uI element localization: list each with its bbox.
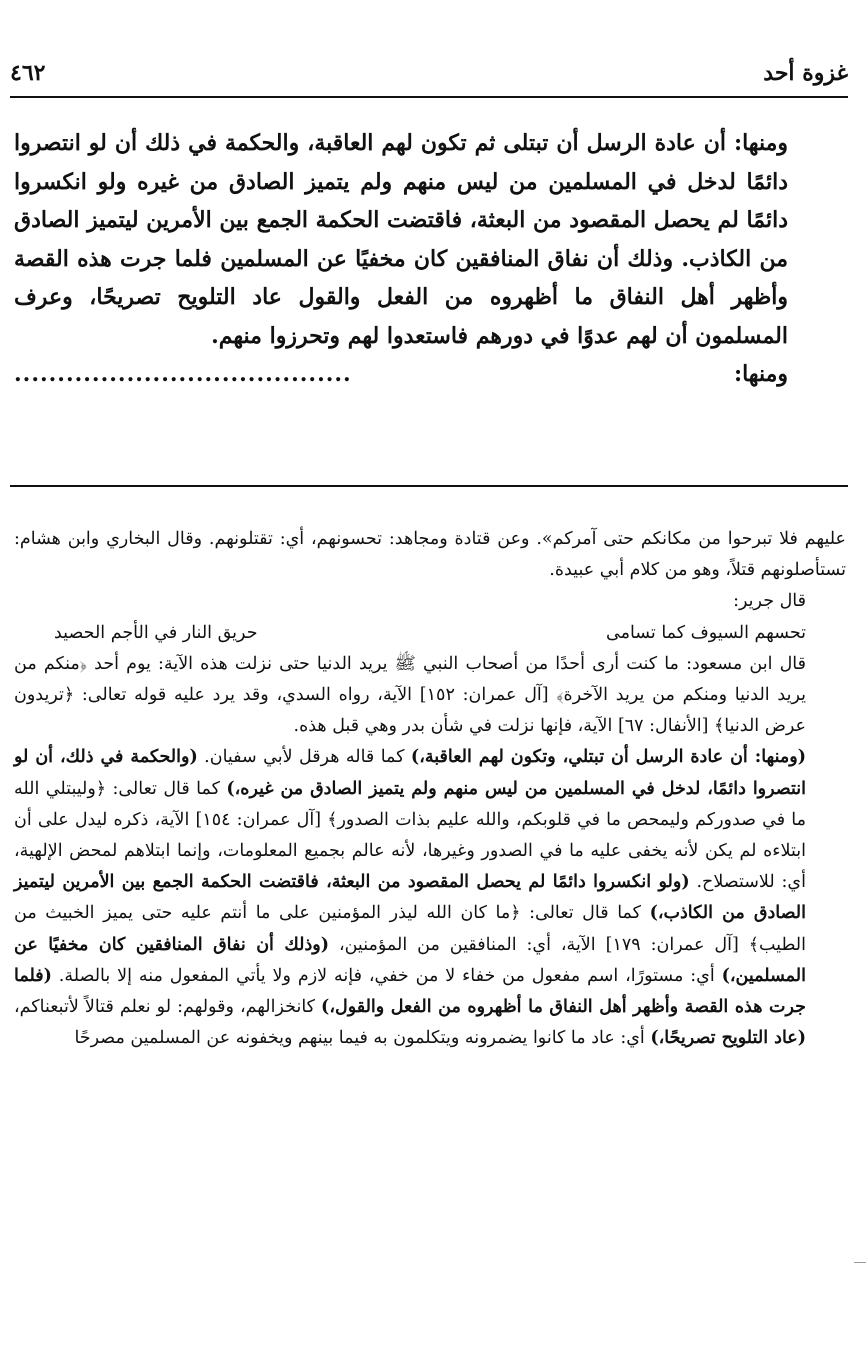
verse-first-hemistich: تحسهم السيوف كما تسامى — [605, 622, 806, 643]
margin-mark — [854, 1262, 866, 1263]
chapter-title: غزوة أحد — [763, 60, 848, 86]
main-paragraph: ومنها: أن عادة الرسل أن تبتلى ثم تكون لهم العاقبة، والحكمة في ذلك أن لو انتصروا دائمًا لدخل في المسلمين من ليس منهم ولم يتميز الصادق من غيره ولو انكسروا دائمًا لم يحصل المقصود من البعثة، فاقتضت الحكمة الجمع بين الأمرين ليتميز الصادق من الكاذب. وذلك أن نفاق المنافقين كان مخفيًا عن المسلمين فلما جرت هذه القصة وأظهر أهل النفاق ما أظهروه من الفعل والقول عاد التلويح تصريحًا، وعرف المسلمون أن لهم عدوًا في دورهم فاستعدوا لهم وتحرزوا منهم. — [14, 130, 788, 349]
commentary — [14, 524, 846, 1054]
quoted-matn-segment: (عاد التلويح تصريحًا،) — [650, 1028, 806, 1049]
commentary-segment: أي: عاد ما كانوا يضمرونه ويتكلمون به فيما بينهم ويخفونه عن المسلمين مصرحًا — [74, 1028, 651, 1049]
commentary-segment: أي: مستورًا، اسم مفعول من خفاء لا من خفي، فإنه لازم ولا يأتي المفعول منه إلا بالصلة. — [51, 965, 722, 986]
commentary-paragraph-4 — [14, 742, 846, 1054]
commentary-paragraph-1: عليهم فلا تبرحوا من مكانكم حتى آمركم». وعن قتادة ومجاهد: تحسونهم، أي: تقتلونهم. وقال البخاري وابن هشام: تستأصلونهم قتلاً، وهو من كلام أبي عبيدة. — [14, 529, 846, 581]
verse-second-hemistich: حريق النار في الأجم الحصيد — [54, 622, 258, 643]
continuation-line — [14, 355, 846, 393]
dotted-leader: ....................................... — [14, 361, 352, 387]
main-text — [14, 124, 846, 393]
commentary-segment: كما قال تعالى: ﴿وليبتلي الله ما في صدوركم وليمحص ما في قلوبكم، والله عليم بذات الصدور﴾ [آل عمران: ١٥٤] الآية، ذكره ليدل على أن ابتلاءه لم يكن لأنه يخفى عليه ما في الصدور وغيرها، لأنه عالم بجميع المعلومات، وإنما ابتلاهم لمحض الإلهية، أي: للاستصلاح. — [14, 778, 806, 893]
quoted-matn-segment: (وذلك أن نفاق المنافقين كان مخفيًا عن المسلمين،) — [14, 934, 806, 986]
footnote-rule — [10, 485, 848, 487]
commentary-segment: كما قال تعالى: ﴿ما كان الله ليذر المؤمنين على ما أنتم عليه حتى يميز الخبيث من الطيب﴾ [آل عمران: ١٧٩] الآية، أي: المنافقين من المؤمنين، — [14, 903, 806, 955]
page-number: ٤٦٢ — [10, 60, 46, 86]
page-header — [10, 52, 848, 92]
quoted-matn-segment: (ولو انكسروا دائمًا لم يحصل المقصود من البعثة، فاقتضت الحكمة الجمع بين الأمرين ليتميز الصادق من الكاذب،) — [14, 872, 806, 924]
poet-intro: قال جرير: — [733, 591, 806, 612]
quoted-matn-segment: (ومنها: أن عادة الرسل أن تبتلي، وتكون لهم العاقبة،) — [410, 747, 806, 768]
poetry-verse — [14, 618, 846, 649]
quoted-matn-segment: (والحكمة في ذلك، أن لو انتصروا دائمًا، لدخل في المسلمين من ليس منهم ولم يتميز الصادق من غيره،) — [14, 747, 806, 799]
lead-word: ومنها: — [733, 361, 788, 387]
commentary-segment: كانخزالهم، وقولهم: لو نعلم قتالاً لأتبعناكم، — [14, 997, 322, 1018]
quoted-matn-segment: (فلما جرت هذه القصة وأظهر أهل النفاق ما أظهروه من الفعل والقول،) — [14, 965, 806, 1018]
commentary-paragraph-3: قال ابن مسعود: ما كنت أرى أحدًا من أصحاب النبي ﷺ يريد الدنيا حتى نزلت هذه الآية: يوم أحد ﴿منكم من يريد الدنيا ومنكم من يريد الآخرة﴾ [آل عمران: ١٥٢] الآية، رواه السدي، وقد يرد عليه قوله تعالى: ﴿تريدون عرض الدنيا﴾ [الأنفال: ٦٧] الآية، فإنها نزلت في شأن بدر وهي قبل هذه. — [14, 653, 806, 737]
header-rule — [10, 96, 848, 98]
commentary-segment: كما قاله هرقل لأبي سفيان. — [197, 747, 411, 768]
